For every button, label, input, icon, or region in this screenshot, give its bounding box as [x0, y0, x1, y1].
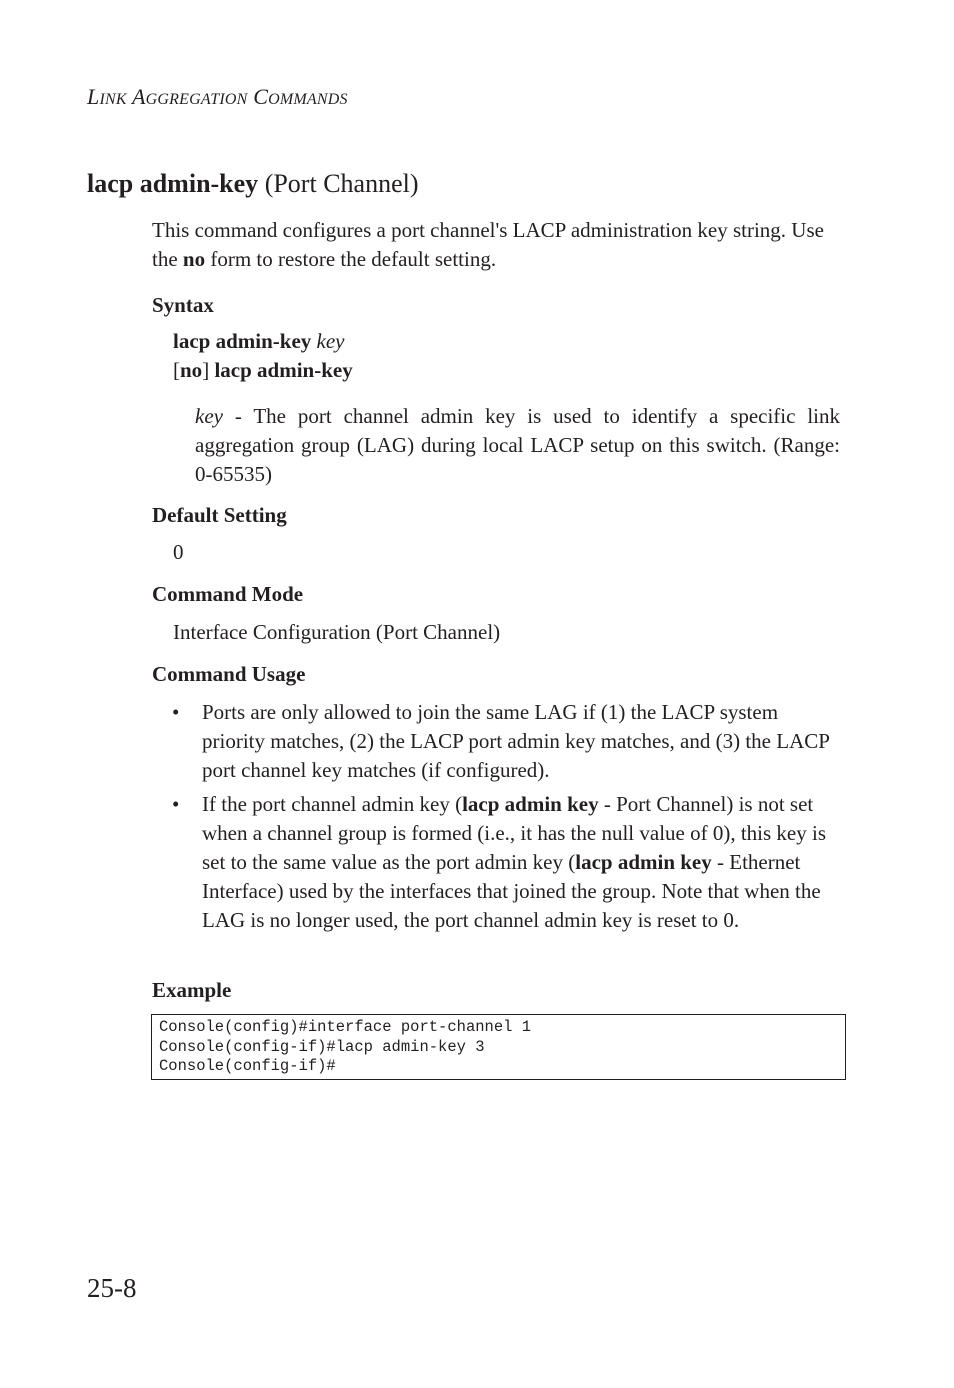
- syntax-bracket: [: [173, 358, 180, 382]
- usage-command: lacp admin key: [462, 792, 599, 816]
- bullet-icon: •: [172, 700, 180, 724]
- running-head-initial: L: [87, 84, 100, 109]
- intro-keyword: no: [182, 247, 206, 271]
- code-line: Console(config)#interface port-channel 1: [159, 1018, 532, 1036]
- usage-text: - Port Channel) is not set when a channel group is formed (i.e., it has the null value of 0), this key is set to the same value as the port admin key (: [202, 792, 827, 874]
- usage-text: - Ethernet Interface) used by the interfaces that joined the group. Note that when the LAG is no longer used, the port channel admin key is reset to 0.: [202, 850, 821, 932]
- command-name: lacp admin-key: [87, 169, 259, 198]
- command-mode-value: Interface Configuration (Port Channel): [173, 620, 501, 644]
- usage-list: [172, 698, 844, 940]
- command-usage-heading: Command Usage: [152, 662, 306, 686]
- intro-text: form to restore the default setting.: [205, 247, 497, 271]
- example-heading: Example: [152, 978, 232, 1002]
- syntax-no-keyword: no: [180, 358, 203, 382]
- code-line: Console(config-if)#lacp admin-key 3: [159, 1037, 485, 1056]
- syntax-line-2: [173, 358, 353, 383]
- page-number: 25-8: [87, 1273, 137, 1303]
- list-item: [172, 790, 844, 935]
- syntax-command: lacp admin-key: [214, 358, 353, 382]
- parameter-text: - The port channel admin key is used to identify a specific link aggregation group (LAG) during local LACP setup on this switch. (Range: 0-65535): [195, 404, 840, 486]
- default-setting-heading: Default Setting: [152, 503, 287, 527]
- syntax-command: lacp admin-key: [173, 329, 312, 353]
- code-line: Console(config-if)#: [159, 1057, 336, 1075]
- intro-paragraph: [152, 216, 842, 274]
- running-head-smallcaps: INK: [99, 91, 127, 108]
- syntax-heading: Syntax: [152, 293, 214, 317]
- running-head-initial: A: [132, 84, 146, 109]
- command-mode-heading: Command Mode: [152, 582, 304, 606]
- usage-text: Ports are only allowed to join the same LAG if (1) the LACP system priority matches, (2) the LACP port admin key matches, and (3) the LACP port channel key matches (if configured).: [202, 700, 830, 782]
- running-head-initial: C: [253, 84, 269, 109]
- intro-text: This command configures a port channel's LACP administration key string. Use the: [152, 218, 824, 271]
- syntax-bracket: ]: [202, 358, 210, 382]
- bullet-icon: •: [172, 792, 180, 816]
- code-example: [151, 1014, 846, 1080]
- command-context: (Port Channel): [264, 169, 419, 198]
- syntax-argument: key: [316, 329, 345, 353]
- parameter-description: [195, 402, 840, 489]
- parameter-name: key: [195, 404, 223, 428]
- syntax-line-1: [173, 329, 344, 354]
- running-head: [87, 84, 348, 110]
- running-head-smallcaps: OMMANDS: [268, 91, 348, 108]
- running-head-smallcaps: GGREGATION: [145, 91, 248, 108]
- usage-command: lacp admin key: [575, 850, 712, 874]
- section-title: [87, 169, 419, 199]
- usage-text: If the port channel admin key (: [202, 792, 463, 816]
- list-item: [172, 698, 844, 785]
- default-setting-value: 0: [173, 540, 184, 564]
